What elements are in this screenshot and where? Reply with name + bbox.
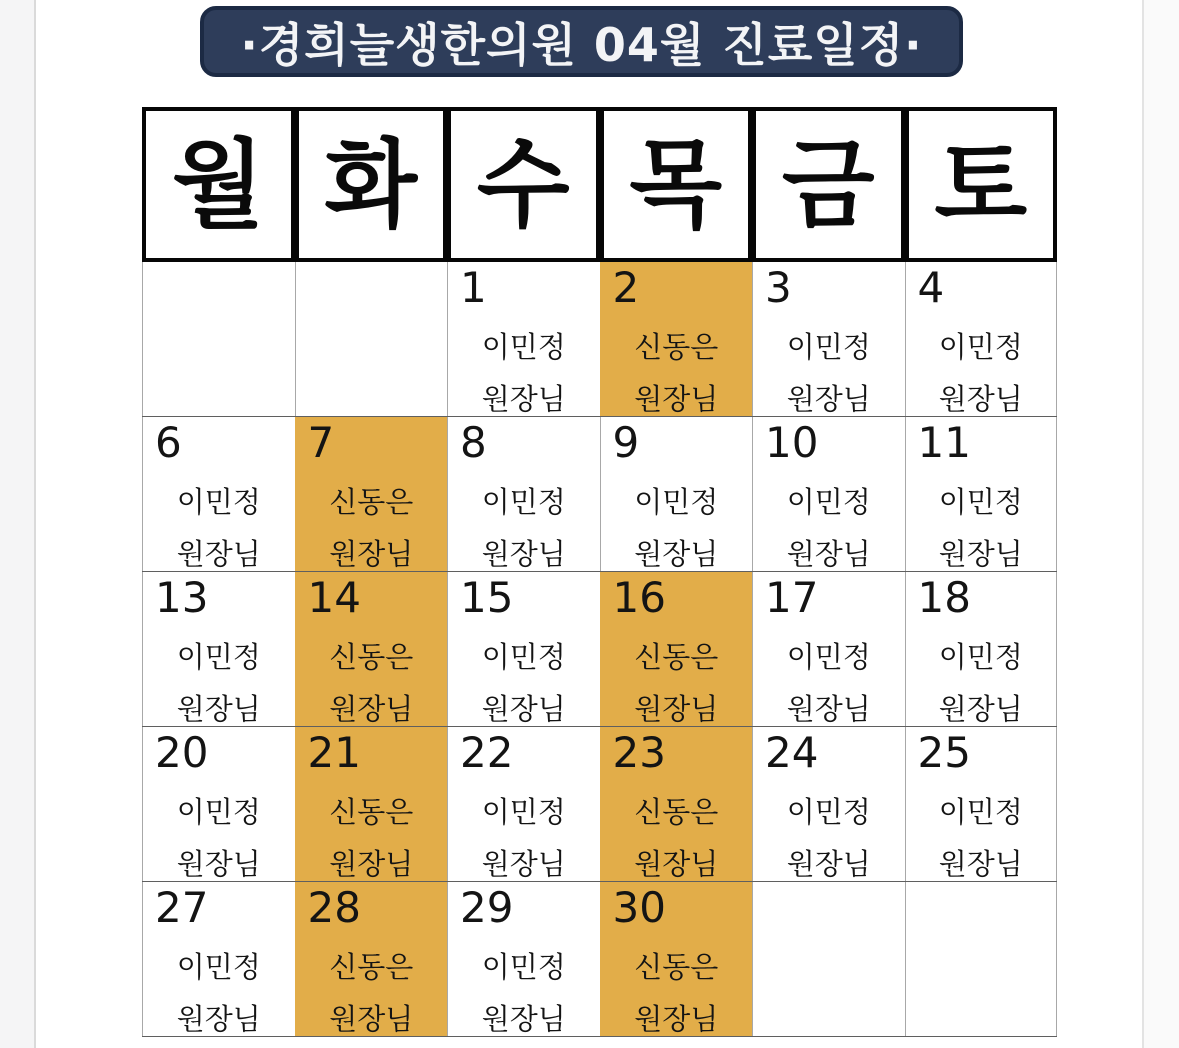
calendar-day-cell (752, 262, 905, 416)
day-number: 13 (155, 573, 209, 622)
calendar-week-row (142, 572, 1057, 727)
left-page-margin (0, 0, 36, 1048)
weekday-header-sat: 토 (905, 107, 1058, 262)
calendar-day-cell (905, 417, 1058, 571)
doctor-title: 원장님 (634, 381, 719, 416)
doctor-title: 원장님 (786, 536, 871, 571)
calendar-week-row (142, 727, 1057, 882)
day-number: 24 (765, 728, 819, 777)
calendar-day-cell (142, 262, 295, 416)
title-banner (200, 6, 963, 77)
calendar-day-cell (447, 727, 600, 881)
calendar-day-cell (752, 417, 905, 571)
doctor-name: 이민정 (176, 950, 261, 984)
doctor-title: 원장님 (329, 691, 414, 726)
weekday-header-fri: 금 (752, 107, 905, 262)
calendar-day-cell (752, 572, 905, 726)
weekday-header-thu: 목 (600, 107, 753, 262)
doctor-name: 이민정 (176, 640, 261, 674)
doctor-title: 원장님 (634, 691, 719, 726)
day-number: 3 (765, 263, 792, 312)
day-number: 17 (765, 573, 819, 622)
day-number: 2 (612, 263, 640, 312)
weekday-header-mon: 월 (142, 107, 295, 262)
calendar-day-cell (142, 572, 295, 726)
doctor-title: 원장님 (938, 381, 1023, 416)
calendar-day-cell (295, 572, 448, 726)
doctor-title: 원장님 (786, 691, 871, 726)
doctor-title: 원장님 (786, 381, 871, 416)
day-number (143, 266, 155, 320)
day-number (296, 266, 308, 320)
doctor-name: 이민정 (481, 640, 566, 674)
day-number: 20 (155, 728, 209, 777)
page-title: ·경희늘생한의원 04월 진료일정· (240, 17, 923, 72)
doctor-title: 원장님 (634, 846, 719, 881)
doctor-name: 신동은 (634, 795, 719, 829)
calendar-day-cell (295, 262, 448, 416)
day-number: 16 (612, 573, 666, 622)
doctor-name: 이민정 (786, 640, 871, 674)
doctor-title: 원장님 (329, 536, 414, 571)
day-number: 4 (917, 263, 945, 312)
doctor-title: 원장님 (329, 1001, 414, 1036)
weekday-header-tue: 화 (295, 107, 448, 262)
day-number (906, 886, 918, 940)
doctor-name: 신동은 (329, 640, 414, 674)
doctor-name: 신동은 (329, 795, 414, 829)
calendar-week-row (142, 882, 1057, 1037)
day-number: 25 (917, 728, 971, 777)
calendar-day-cell (752, 882, 905, 1036)
doctor-title: 원장님 (938, 691, 1023, 726)
day-number: 6 (155, 418, 182, 467)
doctor-name: 신동은 (634, 640, 719, 674)
doctor-title: 원장님 (634, 536, 719, 571)
doctor-name: 이민정 (176, 485, 261, 519)
weekday-header-wed: 수 (447, 107, 600, 262)
day-number: 8 (460, 418, 487, 467)
day-number: 1 (460, 263, 487, 312)
doctor-name: 신동은 (329, 485, 414, 519)
calendar-day-cell (600, 882, 753, 1036)
calendar-week-row (142, 417, 1057, 572)
doctor-name: 이민정 (481, 795, 566, 829)
calendar-day-cell (600, 727, 753, 881)
doctor-name: 이민정 (481, 330, 566, 364)
day-number: 7 (307, 418, 335, 467)
day-number: 22 (460, 728, 514, 777)
doctor-title: 원장님 (481, 846, 566, 881)
calendar-day-cell (905, 727, 1058, 881)
calendar-day-cell (905, 572, 1058, 726)
calendar-day-cell (447, 417, 600, 571)
right-page-margin (1142, 0, 1179, 1048)
calendar-day-cell (295, 882, 448, 1036)
doctor-title: 원장님 (176, 1001, 261, 1036)
day-number: 14 (307, 573, 361, 622)
calendar-day-cell (905, 262, 1058, 416)
doctor-name: 신동은 (634, 950, 719, 984)
doctor-title: 원장님 (176, 846, 261, 881)
doctor-title: 원장님 (481, 381, 566, 416)
calendar-day-cell (752, 727, 905, 881)
doctor-name: 이민정 (481, 485, 566, 519)
doctor-name: 이민정 (634, 485, 719, 519)
doctor-name: 이민정 (481, 950, 566, 984)
doctor-name: 신동은 (634, 330, 719, 364)
day-number: 21 (307, 728, 361, 777)
doctor-title: 원장님 (481, 536, 566, 571)
calendar-day-cell (142, 882, 295, 1036)
doctor-name: 신동은 (329, 950, 414, 984)
day-number (753, 886, 765, 940)
day-number: 10 (765, 418, 819, 467)
calendar-day-cell (447, 882, 600, 1036)
doctor-name: 이민정 (938, 330, 1023, 364)
day-number: 27 (155, 883, 209, 932)
calendar-day-cell (447, 572, 600, 726)
day-number: 11 (917, 418, 971, 467)
doctor-title: 원장님 (938, 536, 1023, 571)
doctor-title: 원장님 (786, 846, 871, 881)
day-number: 29 (460, 883, 514, 932)
doctor-title: 원장님 (634, 1001, 719, 1036)
doctor-name: 이민정 (938, 795, 1023, 829)
schedule-calendar (142, 107, 1057, 1037)
day-number: 30 (612, 883, 666, 932)
day-number: 28 (307, 883, 361, 932)
doctor-name: 이민정 (786, 485, 871, 519)
doctor-name: 이민정 (786, 330, 871, 364)
doctor-title: 원장님 (481, 691, 566, 726)
calendar-day-cell (295, 727, 448, 881)
calendar-day-cell (295, 417, 448, 571)
doctor-name: 이민정 (786, 795, 871, 829)
doctor-title: 원장님 (176, 536, 261, 571)
calendar-day-cell (447, 262, 600, 416)
calendar-body (142, 262, 1057, 1037)
doctor-name: 이민정 (176, 795, 261, 829)
doctor-name: 이민정 (938, 640, 1023, 674)
calendar-week-row (142, 262, 1057, 417)
doctor-title: 원장님 (481, 1001, 566, 1036)
doctor-title: 원장님 (938, 846, 1023, 881)
day-number: 9 (612, 418, 640, 467)
day-number: 15 (460, 573, 514, 622)
calendar-day-cell (142, 417, 295, 571)
day-number: 18 (917, 573, 971, 622)
weekday-header-row (142, 107, 1057, 262)
day-number: 23 (612, 728, 666, 777)
calendar-day-cell (600, 572, 753, 726)
doctor-title: 원장님 (176, 691, 261, 726)
doctor-name: 이민정 (938, 485, 1023, 519)
calendar-day-cell (905, 882, 1058, 1036)
calendar-day-cell (600, 262, 753, 416)
calendar-day-cell (142, 727, 295, 881)
doctor-title: 원장님 (329, 846, 414, 881)
calendar-day-cell (600, 417, 753, 571)
